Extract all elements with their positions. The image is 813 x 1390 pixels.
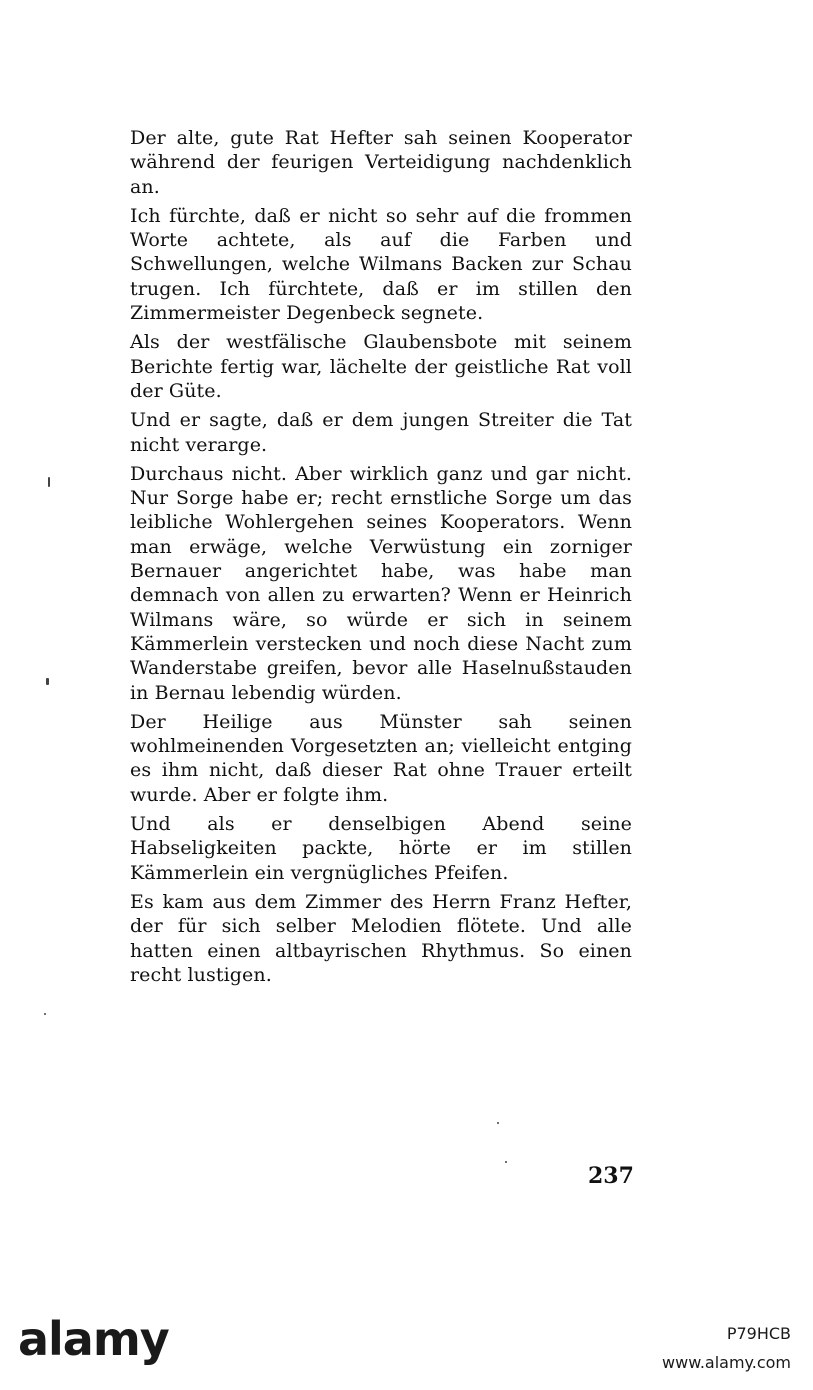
paragraph: Durchaus nicht. Aber wirklich ganz und gar nicht. Nur Sorge habe er; recht ernstliche Sorge um das leibliche Wohlergehen seines Kooperators. Wenn man erwäge, welche Verwüstung ein zorniger Bernauer angerichtet habe, was habe man demnach von allen zu erwarten? Wenn er Heinrich Wilmans wäre, so würde er sich in seinem Kämmerlein verstecken und noch diese Nacht zum Wanderstabe greifen, bevor alle Haselnußstauden in Bernau lebendig würden.	[130, 462, 632, 704]
brand-logo: alamy	[18, 1312, 169, 1366]
paragraph: Als der westfälische Glaubensbote mit seinem Berichte fertig war, lächelte der geistliche Rat voll der Güte.	[130, 331, 632, 402]
scan-speck	[505, 1161, 507, 1163]
scan-speck	[46, 678, 49, 685]
paragraph: Und als er denselbigen Abend seine Habseligkeiten packte, hörte er im stillen Kämmerlein ein vergnügliches Pfeifen.	[130, 813, 632, 884]
body-text	[130, 126, 632, 992]
scan-speck	[497, 1122, 499, 1124]
page-number: 237	[588, 1163, 634, 1189]
paragraph: Es kam aus dem Zimmer des Herrn Franz Hefter, der für sich selber Melodien flötete. Und alle hatten einen altbayrischen Rhythmus. So einen recht lustigen.	[130, 890, 632, 986]
scan-speck	[44, 1013, 46, 1015]
paragraph: Der Heilige aus Münster sah seinen wohlmeinenden Vorgesetzten an; vielleicht entging es ihm nicht, daß dieser Rat ohne Trauer erteilt wurde. Aber er folgte ihm.	[130, 710, 632, 806]
image-id: P79HCB	[726, 1324, 791, 1343]
paragraph: Der alte, gute Rat Hefter sah seinen Kooperator während der feurigen Verteidigung nachdenklich an.	[130, 127, 632, 198]
paragraph: Und er sagte, daß er dem jungen Streiter die Tat nicht verarge.	[130, 409, 632, 456]
paragraph: Ich fürchte, daß er nicht so sehr auf die frommen Worte achtete, als auf die Farben und Schwellungen, welche Wilmans Backen zur Schau trugen. Ich fürchtete, daß er im stillen den Zimmermeister Degenbeck segnete.	[130, 204, 632, 325]
scan-speck	[48, 477, 50, 487]
site-url: www.alamy.com	[662, 1353, 791, 1372]
